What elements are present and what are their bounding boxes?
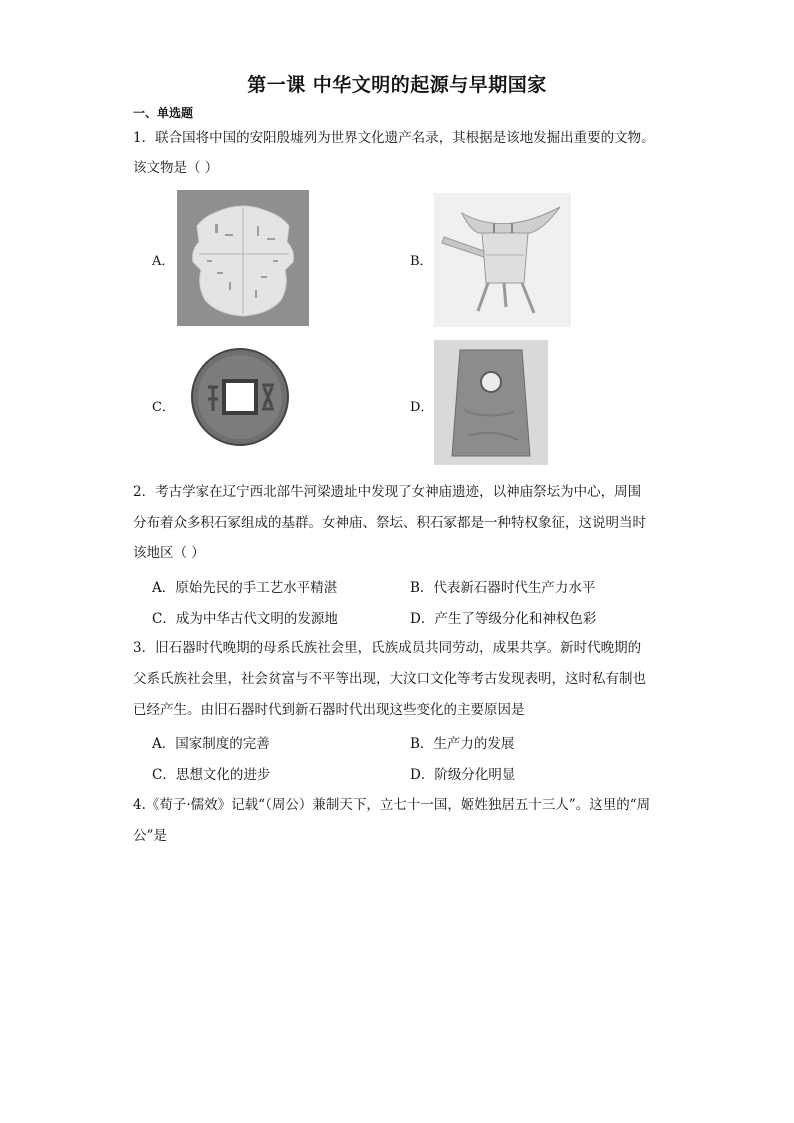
option-b-label: B．	[410, 254, 433, 269]
bronze-jue-vessel-icon	[434, 193, 571, 327]
page-title: 第一课 中华文明的起源与早期国家	[247, 74, 547, 96]
question-3-option-d[interactable]: D．阶级分化明显	[410, 767, 516, 783]
question-1-line-2: 该文物是（ ）	[133, 160, 219, 176]
option-d-label: D．	[410, 400, 434, 415]
oracle-bone-shell-icon	[177, 190, 309, 326]
question-2-option-b[interactable]: B．代表新石器时代生产力水平	[410, 580, 596, 596]
question-2-line-3: 该地区（ ）	[133, 545, 205, 561]
question-3-line-3: 已经产生。由旧石器时代到新石器时代出现这些变化的主要原因是	[133, 702, 525, 718]
ancient-square-hole-coin-icon	[190, 347, 290, 447]
question-1-line-1: 1．联合国将中国的安阳殷墟列为世界文化遗产名录，其根据是该地发掘出重要的文物。	[133, 130, 655, 146]
section-heading: 一、单选题	[133, 106, 194, 120]
question-4-line-1: 4.《荀子·儒效》记载“（周公）兼制天下，立七十一国，姬姓独居五十三人”。这里的“周	[133, 797, 651, 813]
jade-axe-icon	[434, 340, 548, 465]
question-3-option-c[interactable]: C．思想文化的进步	[152, 767, 271, 783]
question-2-line-2: 分布着众多积石冢组成的基群。女神庙、祭坛、积石冢都是一种特权象征，这说明当时	[133, 515, 646, 531]
question-2-line-1: 2．考古学家在辽宁西北部牛河梁遗址中发现了女神庙遗迹，以神庙祭坛为中心，周围	[133, 484, 642, 500]
question-3-option-b[interactable]: B．生产力的发展	[410, 736, 515, 752]
question-3-option-a[interactable]: A．国家制度的完善	[152, 736, 270, 752]
question-3-line-2: 父系氏族社会里，社会贫富与不平等出现，大汶口文化等考古发现表明，这时私有制也	[133, 671, 646, 687]
question-2-option-d[interactable]: D．产生了等级分化和神权色彩	[410, 611, 597, 627]
option-c-label: C．	[152, 400, 175, 415]
question-4-line-2: 公”是	[133, 828, 167, 844]
option-a-label: A．	[152, 254, 175, 269]
question-2-option-c[interactable]: C．成为中华古代文明的发源地	[152, 611, 338, 627]
question-3-line-1: 3．旧石器时代晚期的母系氏族社会里，氏族成员共同劳动，成果共享。新时代晚期的	[133, 640, 642, 656]
question-2-option-a[interactable]: A．原始先民的手工艺水平精湛	[152, 580, 338, 596]
